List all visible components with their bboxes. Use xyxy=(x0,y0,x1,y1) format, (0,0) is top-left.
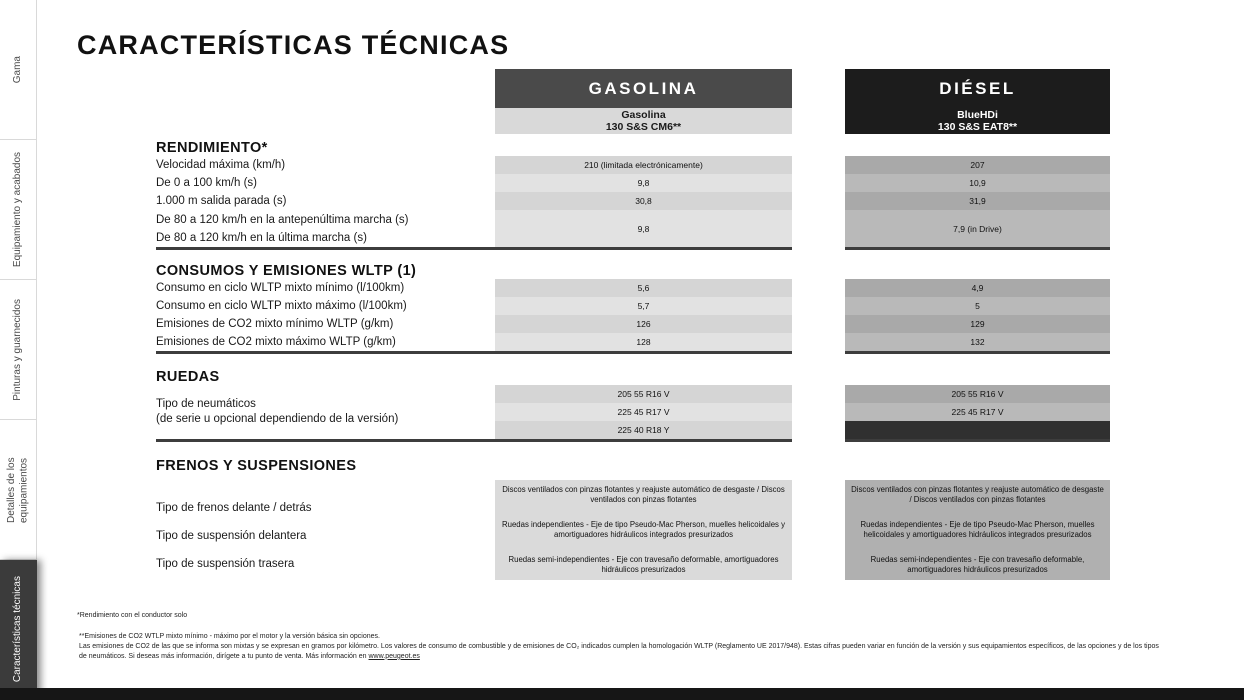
sidebar-item-label: Pinturas y guarnecidos xyxy=(11,298,23,401)
diesel-engine-header xyxy=(845,108,1110,134)
column-gap xyxy=(792,279,845,297)
row-label: Velocidad máxima (km/h) xyxy=(156,159,286,171)
spec-row xyxy=(156,156,1110,174)
diesel-value: 207 xyxy=(845,156,1110,174)
gasolina-value: 126 xyxy=(495,315,792,333)
gasolina-value: Ruedas independientes - Eje de tipo Pseudo-Mac Pherson, muelles helicoidales y amortiguadores hidráulicos integrados presurizados xyxy=(501,519,786,539)
gasolina-value: 5,6 xyxy=(495,279,792,297)
spec-row xyxy=(156,174,1110,192)
column-gap xyxy=(792,385,845,439)
sidebar xyxy=(0,0,37,700)
sidebar-item-label: Equipamiento y acabados xyxy=(11,151,23,268)
section-divider xyxy=(156,439,1110,442)
sidebar-item-detalles-de-los-equipamientos[interactable] xyxy=(0,420,37,560)
diesel-value-empty xyxy=(845,421,1110,439)
diesel-value: 129 xyxy=(845,315,1110,333)
diesel-value: 132 xyxy=(845,333,1110,351)
gasolina-tire-stack xyxy=(495,385,792,439)
section-title-consumos: CONSUMOS Y EMISIONES WLTP (1) xyxy=(156,263,417,279)
row-label: Tipo de suspensión delantera xyxy=(156,530,307,542)
section-title-rendimiento: RENDIMIENTO* xyxy=(156,140,268,156)
spec-table xyxy=(156,69,1110,580)
diesel-value: Ruedas independientes - Eje de tipo Pseudo-Mac Pherson, muelles helicoidales y amortiguadores hidráulicos integrados presurizados xyxy=(860,519,1095,539)
sidebar-item-equipamiento-y-acabados[interactable] xyxy=(0,140,37,280)
footnote-legal-text: Las emisiones de CO2 de las que se informa son mixtas y se expresan en gramos por kilómetro. Los valores de consumo de combustible y de emisiones de CO₂ indicados cumplen la homologación WLTP (Reglamento UE 2017/948). Estas cifras pueden variar en función de la versión y sus equipamientos específicos, de las opciones y de los tipos de neumáticos. Si deseas más información, dirígete a tu punto de venta. Más información en xyxy=(79,643,1159,660)
gasolina-value: 30,8 xyxy=(495,192,792,210)
spec-row xyxy=(156,210,1110,247)
diesel-frenos-cell xyxy=(845,480,1110,580)
row-label: Emisiones de CO2 mixto máximo WLTP (g/km) xyxy=(156,336,396,348)
sidebar-item-pinturas-y-guarnecidos[interactable] xyxy=(0,280,37,420)
spec-row xyxy=(156,192,1110,210)
column-gap xyxy=(792,174,845,192)
gasolina-value: 225 45 R17 V xyxy=(495,403,792,421)
bottom-bar xyxy=(0,688,1244,700)
gasolina-fuel-header: GASOLINA xyxy=(495,69,792,108)
row-label-group xyxy=(156,210,495,247)
spec-row xyxy=(156,315,1110,333)
diesel-tire-stack xyxy=(845,385,1110,439)
diesel-value: 205 55 R16 V xyxy=(845,385,1110,403)
row-label: Consumo en ciclo WLTP mixto máximo (l/100km) xyxy=(156,300,407,312)
gasolina-column-header xyxy=(495,69,792,134)
diesel-value: 4,9 xyxy=(845,279,1110,297)
gasolina-value: 225 40 R18 Y xyxy=(495,421,792,439)
row-label: (de serie u opcional dependiendo de la versión) xyxy=(156,413,399,425)
column-header-row xyxy=(156,69,1110,134)
diesel-value: 7,9 (in Drive) xyxy=(845,210,1110,247)
gasolina-frenos-cell xyxy=(495,480,792,580)
diesel-value: 31,9 xyxy=(845,192,1110,210)
column-gap xyxy=(792,210,845,247)
column-gap xyxy=(792,297,845,315)
spec-row xyxy=(156,279,1110,297)
sidebar-item-label: Características técnicas xyxy=(11,576,23,683)
sidebar-item-label: Gama xyxy=(11,55,23,84)
diesel-value: Discos ventilados con pinzas flotantes y reajuste automático de desgaste / Discos ventilados con pinzas flotantes xyxy=(851,485,1104,505)
diesel-column-header xyxy=(845,69,1110,134)
row-label: De 0 a 100 km/h (s) xyxy=(156,177,257,189)
gasolina-engine-line2: 130 S&S CM6** xyxy=(605,121,682,133)
gasolina-value: Discos ventilados con pinzas flotantes y reajuste automático de desgaste / Discos ventilados con pinzas flotantes xyxy=(502,485,785,505)
frenos-block xyxy=(156,480,1110,580)
row-label: 1.000 m salida parada (s) xyxy=(156,195,287,207)
section-title-ruedas: RUEDAS xyxy=(156,369,220,385)
sidebar-item-caracteristicas-tecnicas[interactable] xyxy=(0,560,37,700)
gasolina-value: 9,8 xyxy=(495,210,792,247)
peugeot-website-link[interactable]: www.peugeot.es xyxy=(368,652,420,660)
section-divider xyxy=(156,247,1110,250)
column-gap xyxy=(792,69,845,134)
row-label-group xyxy=(156,480,495,580)
footnote-rendimiento: *Rendimiento con el conductor solo xyxy=(77,612,188,619)
gasolina-value: 205 55 R16 V xyxy=(495,385,792,403)
gasolina-value: 5,7 xyxy=(495,297,792,315)
gasolina-value: 210 (limitada electrónicamente) xyxy=(495,156,792,174)
header-label-spacer xyxy=(156,69,495,134)
row-label: Consumo en ciclo WLTP mixto mínimo (l/100km) xyxy=(156,282,405,294)
ruedas-block xyxy=(156,385,1110,439)
column-gap xyxy=(792,192,845,210)
row-label: Tipo de frenos delante / detrás xyxy=(156,502,312,514)
spec-row xyxy=(156,333,1110,351)
diesel-engine-line2: 130 S&S EAT8** xyxy=(937,121,1018,133)
diesel-engine-line1: BlueHDi xyxy=(957,108,998,121)
spec-row xyxy=(156,297,1110,315)
row-label-group xyxy=(156,385,495,439)
column-gap xyxy=(792,315,845,333)
footnotes xyxy=(77,612,1165,662)
column-gap xyxy=(792,333,845,351)
row-label: Emisiones de CO2 mixto mínimo WLTP (g/km) xyxy=(156,318,394,330)
column-gap xyxy=(792,480,845,580)
gasolina-value: 9,8 xyxy=(495,174,792,192)
column-gap xyxy=(792,156,845,174)
sidebar-item-gama[interactable] xyxy=(0,0,37,140)
row-label: De 80 a 120 km/h en la antepenúltima marcha (s) xyxy=(156,213,409,226)
footnote-legal xyxy=(77,642,1165,662)
footnote-emisiones: **Emisiones de CO2 WTLP mixto mínimo - máximo por el motor y la versión básica sin opciones. xyxy=(79,633,380,640)
row-label: De 80 a 120 km/h en la última marcha (s) xyxy=(156,231,367,244)
row-label: Tipo de suspensión trasera xyxy=(156,558,295,570)
diesel-value: 10,9 xyxy=(845,174,1110,192)
section-divider xyxy=(156,351,1110,354)
diesel-fuel-header: DIÉSEL xyxy=(845,69,1110,108)
diesel-value: 225 45 R17 V xyxy=(845,403,1110,421)
diesel-value: Ruedas semi-independientes - Eje con travesaño deformable, amortiguadores hidráulicos presurizados xyxy=(870,554,1085,574)
gasolina-engine-header xyxy=(495,108,792,134)
sidebar-item-label: Detalles de los equipamientos xyxy=(5,456,29,523)
row-label: Tipo de neumáticos xyxy=(156,398,256,411)
diesel-value: 5 xyxy=(845,297,1110,315)
gasolina-engine-line1: Gasolina xyxy=(621,108,666,121)
gasolina-value: 128 xyxy=(495,333,792,351)
gasolina-value: Ruedas semi-independientes - Eje con travesaño deformable, amortiguadores hidráulicos presurizados xyxy=(508,554,779,574)
section-title-frenos: FRENOS Y SUSPENSIONES xyxy=(156,458,357,474)
page-title: CARACTERÍSTICAS TÉCNICAS xyxy=(77,30,510,60)
